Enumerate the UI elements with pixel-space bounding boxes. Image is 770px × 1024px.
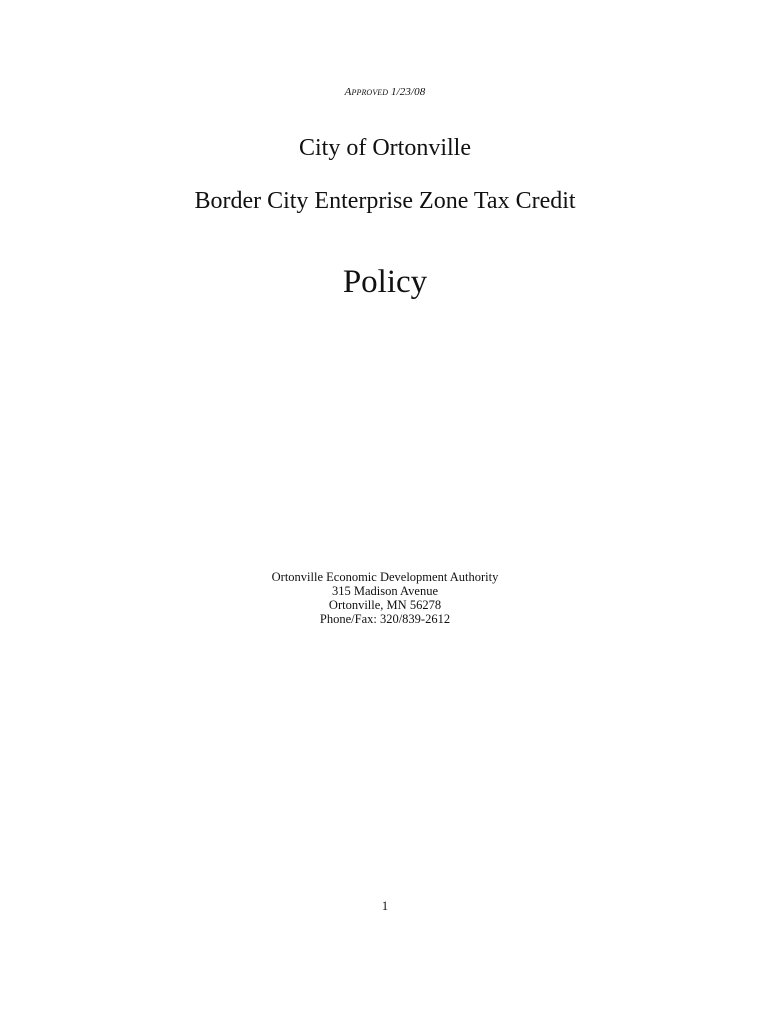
phone-fax: Phone/Fax: 320/839-2612 — [319, 612, 451, 626]
address-block — [0, 570, 770, 626]
page-number: 1 — [381, 899, 389, 913]
approved-date: 1/23/08 — [391, 86, 426, 98]
approved-label: Approved — [344, 86, 389, 98]
organization-name: Ortonville Economic Development Authority — [271, 570, 499, 584]
city-state-zip: Ortonville, MN 56278 — [328, 598, 442, 612]
city-name-heading: City of Ortonville — [299, 135, 471, 161]
policy-heading: Policy — [342, 264, 428, 300]
document-subtitle: Border City Enterprise Zone Tax Credit — [194, 188, 576, 214]
street-address: 315 Madison Avenue — [331, 584, 438, 598]
approval-stamp — [0, 86, 770, 98]
